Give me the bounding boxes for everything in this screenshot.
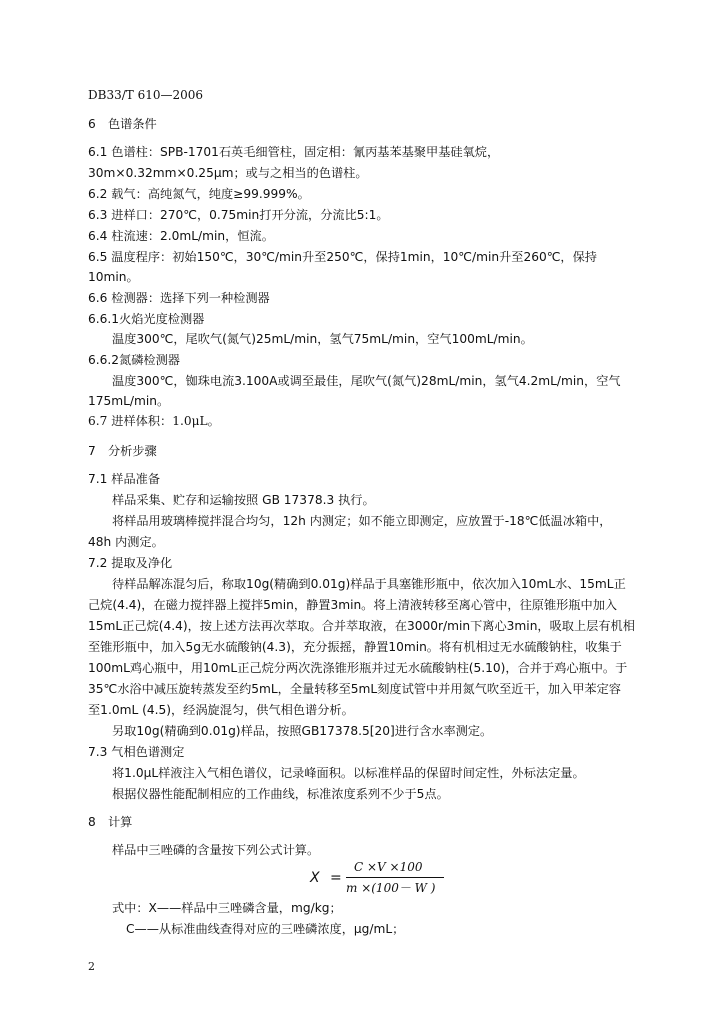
text-line: 10min。: [88, 270, 139, 284]
text-line: 175mL/min。: [88, 394, 170, 408]
text-line: 6.5 温度程序：初始150℃，30℃/min升至250℃，保持1min，10℃/min升至260℃，保持: [88, 250, 597, 264]
text-line: 100mL鸡心瓶中，用10mL正己烷分两次洗涤锥形瓶并过无水硫酸钠柱(5.10)，合并于鸡心瓶中。于: [88, 661, 628, 675]
text-line: 7.3 气相色谱测定: [88, 745, 185, 759]
text-line: 6.7 进样体积：1.0μL。: [88, 414, 220, 428]
text-line: 6.6.2氮磷检测器: [88, 353, 180, 367]
section-6-title: 6 色谱条件: [88, 117, 157, 131]
formula-numerator: C ×V ×100: [354, 860, 423, 874]
formula-denominator: m ×(100－ W ): [346, 881, 436, 895]
text-line: 6.6 检测器：选择下列一种检测器: [88, 291, 270, 305]
text-line: 样品采集、贮存和运输按照 GB 17378.3 执行。: [112, 493, 375, 507]
text-line: 另取10g(精确到0.01g)样品，按照GB17378.5[20]进行含水率测定。: [112, 724, 493, 738]
text-line: 己烷(4.4)，在磁力搅拌器上搅拌5min，静置3min。将上清液转移至离心管中，往原锥形瓶中加入: [88, 598, 618, 612]
text-line: 将样品用玻璃棒搅拌混合均匀，12h 内测定；如不能立即测定，应放置于-18℃低温冰箱中，: [112, 514, 612, 528]
formula-equals: =: [330, 870, 342, 886]
text-line: 6.6.1火焰光度检测器: [88, 312, 205, 326]
text-line: 温度300℃，铷珠电流3.100A或调至最佳，尾吹气(氮气)28mL/min，氢气4.2mL/min，空气: [112, 374, 621, 388]
text-line: 至1.0mL (4.5)，经涡旋混匀，供气相色谱分析。: [88, 703, 354, 717]
formula: [310, 860, 470, 900]
text-line: 根据仪器性能配制相应的工作曲线，标准浓度系列不少于5点。: [112, 787, 449, 801]
formula-lhs: X: [310, 870, 320, 886]
text-line: 7.2 提取及净化: [88, 556, 173, 570]
section-8-title: 8 计算: [88, 815, 133, 829]
document-code: DB33/T 610—2006: [88, 88, 204, 102]
text-line: 15mL正己烷(4.4)，按上述方法再次萃取。合并萃取液，在3000r/min下离心3min，吸取上层有机相: [88, 619, 635, 633]
text-line: 温度300℃，尾吹气(氮气)25mL/min，氢气75mL/min，空气100mL/min。: [112, 332, 533, 346]
text-line: 6.2 载气：高纯氮气，纯度≥99.999%。: [88, 187, 310, 201]
where-c: C——从标准曲线查得对应的三唑磷浓度，μg/mL；: [126, 922, 405, 936]
text-line: 35℃水浴中减压旋转蒸发至约5mL，全量转移至5mL刻度试管中并用氮气吹至近干，加入甲苯定容: [88, 682, 621, 696]
text-line: 6.3 进样口：270℃，0.75min打开分流，分流比5:1。: [88, 208, 389, 222]
formula-intro: 样品中三唑磷的含量按下列公式计算。: [112, 843, 320, 857]
where-x: 式中：X——样品中三唑磷含量，mg/kg；: [112, 901, 342, 915]
fraction-bar: [346, 877, 444, 878]
text-line: 30m×0.32mm×0.25μm；或与之相当的色谱柱。: [88, 166, 368, 180]
text-line: 6.1 色谱柱：SPB-1701石英毛细管柱，固定相：氰丙基苯基聚甲基硅氧烷，: [88, 145, 500, 159]
text-line: 至锥形瓶中，加入5g无水硫酸钠(4.3)，充分振摇，静置10min。将有机相过无水硫酸钠柱，收集于: [88, 640, 622, 654]
section-7-title: 7 分析步骤: [88, 444, 157, 458]
text-line: 7.1 样品准备: [88, 472, 161, 486]
text-line: 将1.0μL样液注入气相色谱仪，记录峰面积。以标准样品的保留时间定性，外标法定量。: [112, 766, 585, 780]
text-line: 48h 内测定。: [88, 535, 164, 549]
text-line: 待样品解冻混匀后，称取10g(精确到0.01g)样品于具塞锥形瓶中，依次加入10mL水、15mL正: [112, 577, 626, 591]
page-number: 2: [88, 960, 95, 973]
text-line: 6.4 柱流速：2.0mL/min，恒流。: [88, 229, 274, 243]
